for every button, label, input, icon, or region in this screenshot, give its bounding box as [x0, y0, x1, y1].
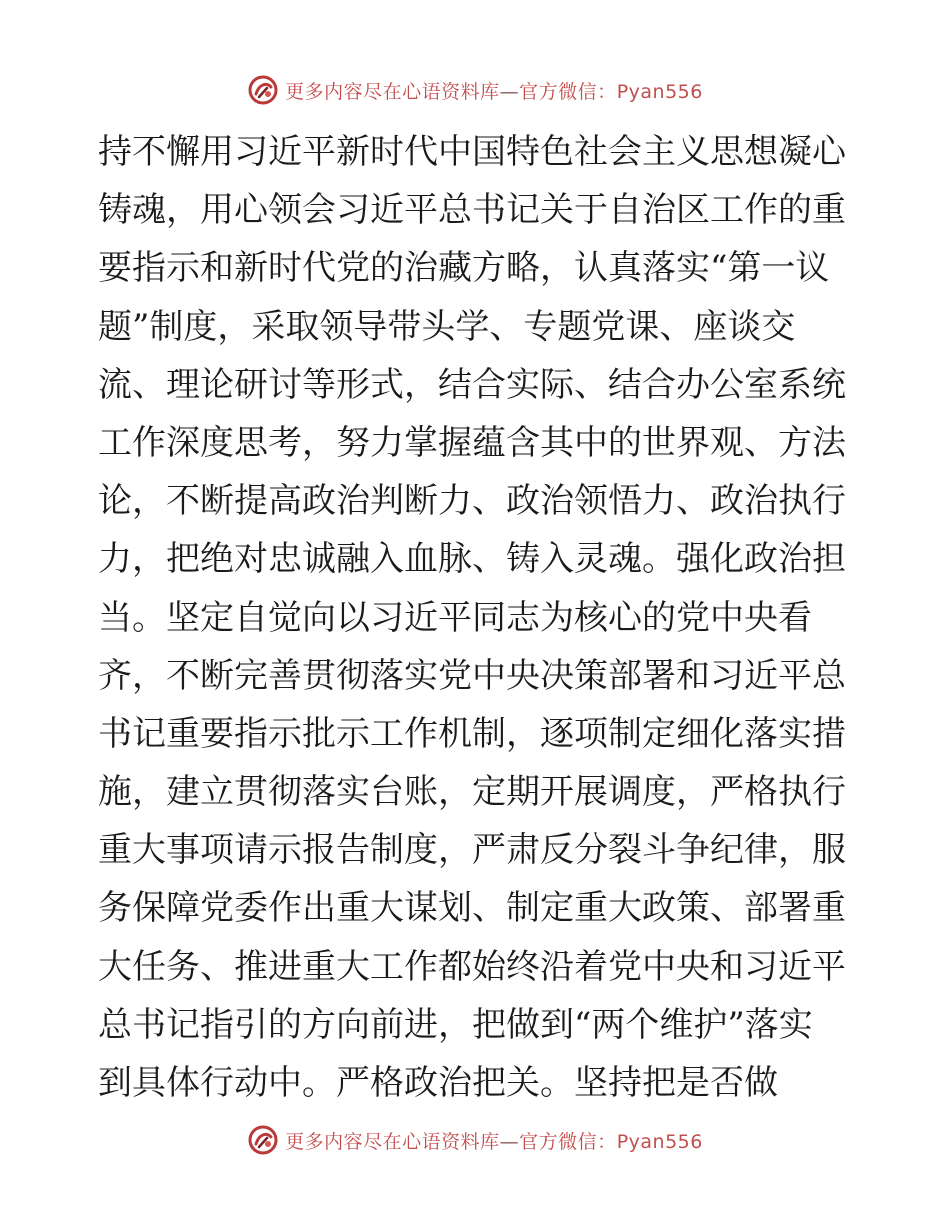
body-line: 务保障党委作出重大谋划、制定重大政策、部署重 — [98, 888, 846, 929]
body-line: 重大事项请示报告制度，严肃反分裂斗争纪律，服 — [98, 830, 846, 871]
body-line: 铸魂，用心领会习近平总书记关于自治区工作的重 — [98, 190, 846, 231]
body-line: 施，建立贯彻落实台账，定期开展调度，严格执行 — [98, 772, 846, 813]
document-body — [98, 123, 858, 1112]
footer-banner — [0, 1120, 950, 1160]
body-line: 题”制度，采取领导带头学、专题党课、座谈交 — [98, 306, 796, 347]
red-swirl-logo-icon — [247, 74, 279, 106]
body-line: 当。坚定自觉向以习近平同志为核心的党中央看 — [98, 597, 812, 638]
header-wechat-label: 官方微信： — [519, 80, 617, 103]
body-line: 流、理论研讨等形式，结合实际、结合办公室系统 — [98, 364, 846, 405]
body-line: 论，不断提高政治判断力、政治领悟力、政治执行 — [98, 481, 846, 522]
footer-separator: — — [499, 1130, 520, 1153]
header-wechat-id: Pyan556 — [616, 80, 703, 103]
body-line: 要指示和新时代党的治藏方略，认真落实“第一议 — [98, 248, 830, 289]
header-site-name: 更多内容尽在心语资料库 — [285, 80, 500, 103]
footer-wechat-id: Pyan556 — [616, 1130, 703, 1153]
body-line: 总书记指引的方向前进，把做到“两个维护”落实 — [98, 1004, 813, 1045]
body-line: 力，把绝对忠诚融入血脉、铸入灵魂。强化政治担 — [98, 539, 846, 580]
body-line: 工作深度思考，努力掌握蕴含其中的世界观、方法 — [98, 422, 846, 463]
footer-banner-text — [285, 1127, 703, 1154]
red-swirl-logo-icon — [247, 1124, 279, 1156]
header-separator: — — [499, 80, 520, 103]
header-banner — [0, 70, 950, 110]
body-line: 书记重要指示批示工作机制，逐项制定细化落实措 — [98, 713, 846, 754]
header-banner-text — [285, 77, 703, 104]
body-line: 到具体行动中。严格政治把关。坚持把是否做 — [98, 1063, 778, 1103]
body-line: 齐，不断完善贯彻落实党中央决策部署和习近平总 — [98, 655, 846, 696]
footer-wechat-label: 官方微信： — [519, 1130, 617, 1153]
body-line: 大任务、推进重大工作都始终沿着党中央和习近平 — [98, 946, 846, 987]
body-line: 持不懈用习近平新时代中国特色社会主义思想凝心 — [98, 132, 846, 172]
footer-site-name: 更多内容尽在心语资料库 — [285, 1130, 500, 1153]
